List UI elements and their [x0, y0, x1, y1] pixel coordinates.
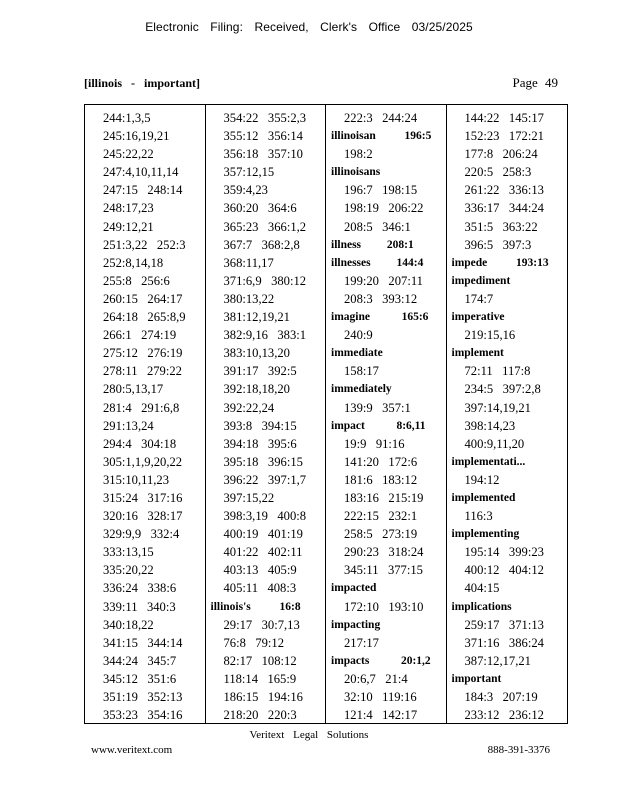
index-entry-word: implemented: [451, 491, 516, 504]
index-entry-refs: 329:9,9 332:4: [103, 527, 180, 542]
index-entry-word: implementati...: [451, 455, 526, 468]
index-entry-refs: 195:14 399:23: [464, 545, 544, 560]
index-entry-refs: 367:7 368:2,8: [223, 237, 300, 252]
index-entry-refs: 339:11 340:3: [103, 599, 176, 614]
filing-stamp: Electronic Filing: Received, Clerk's Office 03/25/2025: [145, 20, 473, 34]
index-entry-refs: 394:18 395:6: [223, 436, 297, 451]
index-entry-word: impede 193:13: [451, 256, 549, 269]
index-entry-refs: 181:6 183:12: [344, 472, 418, 487]
index-entry-refs: 177:8 206:24: [464, 147, 538, 162]
index-entry-refs: 396:22 397:1,7: [223, 472, 307, 487]
index-column-3: [326, 105, 447, 723]
index-entry-refs: 391:17 392:5: [223, 364, 297, 379]
index-entry-refs: 19:9 91:16: [344, 436, 405, 451]
index-entry-word: illinois's 16:8: [210, 600, 301, 613]
index-entry-refs: 380:13,22: [223, 291, 275, 306]
index-range-header: [illinois - important]: [84, 76, 200, 90]
word-index-table: [84, 104, 568, 724]
index-entry-refs: 208:3 393:12: [344, 291, 418, 306]
index-entry-refs: 184:3 207:19: [464, 690, 538, 704]
index-entry-refs: 345:12 351:6: [103, 671, 177, 686]
index-entry-refs: 252:8,14,18: [103, 255, 164, 270]
index-entry-refs: 393:8 394:15: [223, 418, 297, 433]
index-entry-refs: 381:12,19,21: [223, 310, 290, 325]
index-entry-refs: 395:18 396:15: [223, 454, 303, 469]
index-entry-refs: 398:14,23: [464, 418, 516, 433]
index-entry-refs: 118:14 165:9: [223, 671, 297, 686]
index-entry-refs: 240:9: [344, 328, 373, 343]
index-entry-word: immediately: [331, 383, 392, 396]
index-entry-refs: 365:23 366:1,2: [223, 219, 307, 234]
index-entry-word: illnesses 144:4: [331, 256, 424, 269]
index-column-1: [85, 105, 206, 723]
index-entry-refs: 222:15 232:1: [344, 509, 418, 524]
index-entry-refs: 344:24 345:7: [103, 653, 177, 668]
index-entry-refs: 244:1,3,5: [103, 111, 151, 125]
index-entry-refs: 186:15 194:16: [223, 690, 303, 704]
index-entry-word: implement: [451, 347, 504, 360]
index-entry-word: important: [451, 672, 502, 685]
index-entry-refs: 335:20,22: [103, 563, 154, 578]
index-entry-refs: 345:11 377:15: [344, 563, 423, 578]
index-entry-refs: 152:23 172:21: [464, 129, 544, 144]
index-entry-refs: 258:5 273:19: [344, 527, 418, 542]
index-entry-refs: 403:13 405:9: [223, 563, 297, 578]
index-entry-word: illness 208:1: [331, 238, 414, 251]
index-entry-word: imagine 165:6: [331, 311, 429, 324]
index-entry-refs: 72:11 117:8: [464, 364, 531, 379]
index-entry-refs: 280:5,13,17: [103, 382, 164, 397]
index-entry-refs: 121:4 142:17: [344, 708, 418, 723]
index-entry-refs: 116:3: [464, 509, 493, 524]
index-entry-refs: 294:4 304:18: [103, 436, 177, 451]
index-entry-refs: 278:11 279:22: [103, 364, 182, 379]
index-entry-refs: 351:5 363:22: [464, 219, 538, 234]
index-entry-refs: 320:16 328:17: [103, 509, 183, 524]
index-entry-refs: 401:22 402:11: [223, 545, 303, 560]
index-entry-refs: 183:16 215:19: [344, 490, 424, 505]
index-entry-word: immediate: [331, 347, 383, 360]
index-entry-refs: 174:7: [464, 291, 494, 306]
index-column-2: [206, 105, 327, 723]
index-entry-refs: 158:17: [344, 364, 379, 379]
index-entry-refs: 353:23 354:16: [103, 708, 183, 723]
index-entry-refs: 208:5 346:1: [344, 219, 411, 234]
index-entry-refs: 290:23 318:24: [344, 545, 424, 560]
index-column-4: [447, 105, 568, 723]
index-entry-word: illinoisans: [331, 166, 381, 179]
index-entry-refs: 357:12,15: [223, 165, 275, 180]
footer-company: Veritext Legal Solutions: [249, 729, 369, 741]
index-entry-refs: 217:17: [344, 635, 379, 650]
index-entry-refs: 400:12 404:12: [464, 563, 544, 578]
index-entry-refs: 305:1,1,9,20,22: [103, 454, 183, 469]
index-entry-refs: 336:24 338:6: [103, 581, 177, 596]
index-entry-refs: 397:14,19,21: [464, 400, 531, 415]
index-entry-refs: 356:18 357:10: [223, 147, 303, 162]
index-entry-refs: 291:13,24: [103, 418, 154, 433]
index-entry-refs: 400:9,11,20: [464, 436, 525, 451]
index-entry-refs: 248:17,23: [103, 201, 154, 216]
index-entry-refs: 355:12 356:14: [223, 129, 303, 144]
index-entry-refs: 392:18,18,20: [223, 382, 290, 397]
index-entry-refs: 259:17 371:13: [464, 617, 544, 632]
index-entry-refs: 261:22 336:13: [464, 183, 544, 198]
index-entry-refs: 82:17 108:12: [223, 653, 297, 668]
index-entry-refs: 172:10 193:10: [344, 599, 424, 614]
index-entry-refs: 199:20 207:11: [344, 273, 423, 288]
index-entry-refs: 194:12: [464, 472, 500, 487]
index-entry-refs: 144:22 145:17: [464, 111, 544, 125]
index-entry-refs: 351:19 352:13: [103, 690, 183, 704]
index-entry-refs: 218:20 220:3: [223, 708, 297, 723]
index-entry-refs: 198:2: [344, 147, 373, 162]
index-entry-word: impact 8:6,11: [331, 419, 426, 432]
index-entry-refs: 234:5 397:2,8: [464, 382, 541, 397]
index-entry-word: impacting: [331, 618, 381, 631]
index-entry-refs: 275:12 276:19: [103, 346, 183, 361]
index-entry-refs: 359:4,23: [223, 183, 268, 198]
index-entry-refs: 315:24 317:16: [103, 490, 183, 505]
index-entry-word: implementing: [451, 528, 520, 541]
index-entry-refs: 251:3,22 252:3: [103, 237, 186, 252]
page-number: Page 49: [512, 75, 558, 90]
index-entry-refs: 139:9 357:1: [344, 400, 411, 415]
index-entry-refs: 368:11,17: [223, 255, 274, 270]
index-entry-refs: 397:15,22: [223, 490, 275, 505]
index-entry-refs: 264:18 265:8,9: [103, 310, 186, 325]
index-entry-refs: 360:20 364:6: [223, 201, 297, 216]
index-entry-refs: 20:6,7 21:4: [344, 671, 408, 686]
index-entry-word: impacts 20:1,2: [331, 654, 431, 667]
index-entry-refs: 233:12 236:12: [464, 708, 544, 723]
index-entry-refs: 336:17 344:24: [464, 201, 544, 216]
index-entry-refs: 222:3 244:24: [344, 111, 418, 125]
index-entry-refs: 198:19 206:22: [344, 201, 424, 216]
index-entry-refs: 219:15,16: [464, 328, 516, 343]
index-entry-refs: 371:6,9 380:12: [223, 273, 307, 288]
index-entry-refs: 404:15: [464, 581, 500, 596]
index-entry-refs: 341:15 344:14: [103, 635, 183, 650]
index-entry-refs: 245:22,22: [103, 147, 154, 162]
index-entry-refs: 340:18,22: [103, 617, 154, 632]
index-entry-refs: 247:15 248:14: [103, 183, 183, 198]
index-entry-refs: 29:17 30:7,13: [223, 617, 300, 632]
index-entry-refs: 398:3,19 400:8: [223, 509, 307, 524]
index-entry-refs: 371:16 386:24: [464, 635, 544, 650]
index-entry-refs: 260:15 264:17: [103, 291, 183, 306]
index-entry-refs: 354:22 355:2,3: [223, 111, 307, 125]
index-entry-refs: 196:7 198:15: [344, 183, 418, 198]
index-entry-word: impediment: [451, 274, 511, 287]
index-entry-refs: 245:16,19,21: [103, 129, 170, 144]
index-entry-refs: 387:12,17,21: [464, 653, 531, 668]
footer-phone: 888-391-3376: [487, 744, 550, 756]
index-entry-refs: 247:4,10,11,14: [103, 165, 179, 180]
index-entry-refs: 32:10 119:16: [344, 690, 417, 704]
index-entry-word: imperative: [451, 311, 505, 324]
index-entry-refs: 405:11 408:3: [223, 581, 297, 596]
footer-url: www.veritext.com: [91, 744, 173, 756]
index-entry-refs: 220:5 258:3: [464, 165, 532, 180]
index-entry-refs: 281:4 291:6,8: [103, 400, 180, 415]
index-entry-refs: 383:10,13,20: [223, 346, 290, 361]
index-entry-word: illinoisan 196:5: [331, 130, 432, 143]
index-entry-refs: 249:12,21: [103, 219, 154, 234]
index-entry-refs: 141:20 172:6: [344, 454, 418, 469]
index-entry-refs: 382:9,16 383:1: [223, 328, 307, 343]
index-entry-refs: 333:13,15: [103, 545, 154, 560]
index-entry-refs: 255:8 256:6: [103, 273, 170, 288]
index-entry-refs: 392:22,24: [223, 400, 275, 415]
index-entry-refs: 396:5 397:3: [464, 237, 532, 252]
index-entry-refs: 400:19 401:19: [223, 527, 303, 542]
index-entry-refs: 315:10,11,23: [103, 472, 170, 487]
index-entry-refs: 76:8 79:12: [223, 635, 285, 650]
index-entry-refs: 266:1 274:19: [103, 328, 177, 343]
index-entry-word: impacted: [331, 582, 377, 595]
index-entry-word: implications: [451, 600, 512, 613]
